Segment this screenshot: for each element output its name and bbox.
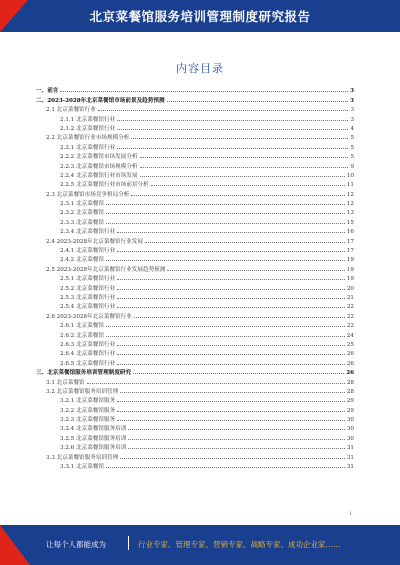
toc-entry-page: 19	[346, 266, 354, 273]
toc-leader-dots	[117, 129, 348, 130]
toc-leader-dots	[117, 345, 345, 346]
toc-leader-dots	[151, 185, 345, 186]
toc-entry[interactable]	[36, 94, 354, 103]
toc-leader-dots	[140, 157, 349, 158]
toc-entry-page: 19	[346, 276, 354, 283]
toc-entry[interactable]	[36, 386, 354, 395]
toc-leader-dots	[106, 223, 345, 224]
toc-entry-label: 2.5 2023-2028年北京菜餐馆行业发展趋势预测	[46, 266, 166, 273]
toc-entry-label: 2.3.1 北京菜餐馆	[60, 201, 104, 208]
toc-entry-page: 31	[346, 464, 354, 471]
toc-entry[interactable]	[36, 104, 354, 113]
toc-entry-page: 29	[346, 407, 354, 414]
toc-entry-page: 26	[346, 351, 354, 358]
toc-entry[interactable]	[36, 367, 354, 376]
toc-leader-dots	[131, 195, 344, 196]
toc-leader-dots	[117, 307, 345, 308]
footer-divider	[128, 536, 129, 550]
toc-leader-dots	[128, 429, 345, 430]
toc-entry-label: 2.3 北京菜餐馆市场竞争格局分析	[46, 191, 130, 198]
toc-entry[interactable]	[36, 348, 354, 357]
toc-entry-page: 4	[350, 125, 354, 132]
toc-entry-label: 2.3.4 北京菜餐馆行业	[60, 229, 116, 236]
toc-leader-dots	[106, 204, 345, 205]
toc-entry[interactable]	[36, 282, 354, 291]
toc-leader-dots	[128, 439, 345, 440]
toc-entry-label: 2.3.3 北京菜餐馆	[60, 219, 104, 226]
toc-entry-page: 5	[350, 144, 354, 151]
toc-entry-label: 2.3.2 北京菜餐馆	[60, 210, 104, 217]
toc-leader-dots	[134, 317, 345, 318]
toc-entry-label: 2.2.5 北京菜餐馆行业市场前景分析	[60, 182, 149, 189]
toc-entry-page: 31	[346, 454, 354, 461]
toc-leader-dots	[140, 176, 345, 177]
toc-entry-page: 5	[350, 154, 354, 161]
toc-entry-label: 2.6.1 北京菜餐馆	[60, 323, 104, 330]
toc-leader-dots	[140, 167, 349, 168]
toc-leader-dots	[106, 326, 345, 327]
toc-entry[interactable]	[36, 141, 354, 150]
toc-entry[interactable]	[36, 235, 354, 244]
toc-leader-dots	[117, 354, 345, 355]
toc-entry[interactable]	[36, 132, 354, 141]
table-of-contents	[36, 85, 354, 470]
toc-entry[interactable]	[36, 339, 354, 348]
toc-entry-page: 29	[346, 398, 354, 405]
toc-entry-page: 30	[346, 426, 354, 433]
toc-entry[interactable]	[36, 85, 354, 94]
toc-heading: 内容目录	[176, 62, 224, 75]
toc-leader-dots	[117, 251, 345, 252]
toc-entry[interactable]	[36, 461, 354, 470]
toc-entry[interactable]	[36, 151, 354, 160]
toc-entry-page: 30	[346, 435, 354, 442]
toc-entry-page: 3	[350, 88, 354, 95]
toc-entry[interactable]	[36, 160, 354, 169]
page-number: 1	[348, 511, 352, 517]
toc-leader-dots	[117, 279, 345, 280]
toc-leader-dots	[120, 458, 345, 459]
toc-entry-page: 24	[346, 332, 354, 339]
toc-entry-page: 22	[346, 313, 354, 320]
toc-entry-label: 2.6.3 北京菜餐馆行业	[60, 341, 116, 348]
toc-entry-label: 3.2.1 北京菜餐馆服务	[60, 398, 116, 405]
toc-entry-label: 2.2.1 北京菜餐馆行业	[60, 144, 116, 151]
toc-entry-label: 3.2.6 北京菜餐馆服务培训	[60, 445, 127, 452]
toc-leader-dots	[120, 392, 345, 393]
toc-leader-dots	[133, 373, 344, 374]
toc-entry-label: 2.6 2023-2028年北京菜餐馆行业	[46, 313, 132, 320]
toc-entry-label: 2.2 北京菜餐馆行业市场规模分析	[46, 135, 130, 142]
toc-entry[interactable]	[36, 123, 354, 132]
toc-entry[interactable]	[36, 254, 354, 263]
toc-entry-page: 19	[346, 257, 354, 264]
toc-entry-page: 28	[346, 388, 354, 395]
toc-entry[interactable]	[36, 292, 354, 301]
toc-entry[interactable]	[36, 207, 354, 216]
toc-entry-label: 2.5.1 北京菜餐馆行业	[60, 276, 116, 283]
toc-entry[interactable]	[36, 376, 354, 385]
toc-entry[interactable]	[36, 170, 354, 179]
toc-leader-dots	[117, 232, 345, 233]
toc-entry-label: 2.5.4 北京菜餐馆行业	[60, 304, 116, 311]
toc-entry-label: 3.2 北京菜餐馆服务培训管理	[46, 388, 119, 395]
toc-entry-page: 9	[350, 163, 354, 170]
toc-entry-page: 30	[346, 417, 354, 424]
toc-leader-dots	[87, 383, 345, 384]
toc-entry-label: 2.5.3 北京菜餐馆行业	[60, 294, 116, 301]
toc-entry[interactable]	[36, 329, 354, 338]
toc-entry-page: 22	[346, 323, 354, 330]
toc-entry[interactable]	[36, 432, 354, 441]
toc-entry-page: 20	[346, 285, 354, 292]
toc-leader-dots	[117, 401, 345, 402]
toc-entry-label: 3.2.5 北京菜餐馆服务培训	[60, 435, 127, 442]
toc-leader-dots	[128, 448, 345, 449]
toc-leader-dots	[117, 411, 345, 412]
toc-entry-page: 12	[346, 191, 354, 198]
footer-banner	[0, 525, 400, 565]
toc-entry[interactable]	[36, 188, 354, 197]
toc-entry-label: 2.2.4 北京菜餐馆行业市场发展	[60, 172, 138, 179]
toc-entry-page: 16	[346, 229, 354, 236]
toc-entry[interactable]	[36, 320, 354, 329]
toc-leader-dots	[117, 148, 348, 149]
toc-leader-dots	[131, 138, 348, 139]
toc-entry[interactable]	[36, 423, 354, 432]
toc-entry[interactable]	[36, 442, 354, 451]
toc-leader-dots	[117, 298, 345, 299]
toc-leader-dots	[145, 242, 345, 243]
toc-entry-label: 3.1 北京菜餐馆	[46, 379, 85, 386]
toc-entry-label: 2.4.2 北京菜餐馆	[60, 257, 104, 264]
toc-entry-label: 3.3 北京菜餐馆服务培训管理	[46, 454, 119, 461]
toc-entry-page: 5	[350, 135, 354, 142]
toc-entry-label: 2.6.4 北京菜餐馆行业	[60, 351, 116, 358]
toc-entry-page: 17	[346, 248, 354, 255]
toc-entry[interactable]	[36, 226, 354, 235]
toc-entry-label: 一、前言	[36, 88, 59, 95]
toc-entry[interactable]	[36, 357, 354, 366]
toc-entry-page: 3	[350, 97, 354, 104]
toc-entry-label: 2.6.5 北京菜餐馆行业	[60, 360, 116, 367]
toc-leader-dots	[106, 260, 345, 261]
toc-leader-dots	[167, 101, 349, 102]
toc-entry[interactable]	[36, 310, 354, 319]
toc-entry-label: 2.4 2023-2028年北京菜餐馆行业发展	[46, 238, 143, 245]
toc-entry[interactable]	[36, 301, 354, 310]
toc-entry-page: 26	[346, 360, 354, 367]
toc-entry[interactable]	[36, 395, 354, 404]
toc-entry[interactable]	[36, 263, 354, 272]
toc-entry[interactable]	[36, 414, 354, 423]
toc-entry-label: 3.2.2 北京菜餐馆服务	[60, 407, 116, 414]
toc-leader-dots	[98, 110, 349, 111]
red-corner-stripe-footer	[0, 525, 30, 565]
toc-leader-dots	[117, 420, 345, 421]
toc-entry-label: 2.4.1 北京菜餐馆行业	[60, 248, 116, 255]
toc-entry[interactable]	[36, 404, 354, 413]
toc-entry[interactable]	[36, 451, 354, 460]
toc-entry-page: 22	[346, 304, 354, 311]
toc-entry-page: 11	[346, 182, 354, 189]
toc-entry[interactable]	[36, 245, 354, 254]
toc-entry-page: 3	[350, 107, 354, 114]
toc-leader-dots	[106, 467, 345, 468]
toc-entry-label: 3.2.4 北京菜餐馆服务培训	[60, 426, 127, 433]
toc-entry-page: 28	[346, 379, 354, 386]
toc-entry-label: 3.3.1 北京菜餐馆	[60, 464, 104, 471]
toc-leader-dots	[106, 213, 345, 214]
toc-leader-dots	[106, 336, 345, 337]
footer-slogan: 让每个人都能成为	[46, 540, 106, 549]
toc-entry-page: 3	[350, 116, 354, 123]
toc-entry-page: 26	[346, 370, 354, 377]
toc-entry-page: 21	[346, 294, 354, 301]
toc-entry[interactable]	[36, 216, 354, 225]
toc-entry-page: 31	[346, 445, 354, 452]
toc-entry-label: 2.1.2 北京菜餐馆行业	[60, 125, 116, 132]
footer-tagline: 行业专家、管理专家、营销专家、战略专家、成功企业家……	[138, 540, 341, 549]
toc-entry-label: 2.6.2 北京菜餐馆	[60, 332, 104, 339]
toc-entry-label: 二、2023-2028年北京菜餐馆市场前景及趋势预测	[36, 97, 165, 104]
toc-entry[interactable]	[36, 273, 354, 282]
toc-entry-label: 三、北京菜餐馆服务培训管理制度研究	[36, 370, 132, 377]
report-title: 北京菜餐馆服务培训管理制度研究报告	[89, 9, 311, 24]
toc-entry-label: 2.1.1 北京菜餐馆行业	[60, 116, 116, 123]
toc-entry[interactable]	[36, 179, 354, 188]
toc-leader-dots	[117, 120, 348, 121]
toc-entry-label: 2.2.3 北京菜餐馆市场规模分析	[60, 163, 138, 170]
toc-entry-label: 3.2.3 北京菜餐馆服务	[60, 417, 116, 424]
header-banner	[0, 0, 400, 32]
toc-leader-dots	[167, 270, 345, 271]
toc-entry[interactable]	[36, 198, 354, 207]
toc-entry-page: 17	[346, 238, 354, 245]
toc-entry-page: 25	[346, 341, 354, 348]
toc-entry[interactable]	[36, 113, 354, 122]
toc-entry-page: 12	[346, 201, 354, 208]
toc-entry-label: 2.2.2 北京菜餐馆市场发展分析	[60, 154, 138, 161]
toc-leader-dots	[117, 289, 345, 290]
toc-leader-dots	[60, 91, 348, 92]
toc-entry-page: 13	[346, 210, 354, 217]
toc-leader-dots	[117, 364, 345, 365]
toc-entry-label: 2.1 北京菜餐馆行业	[46, 107, 96, 114]
toc-entry-page: 10	[346, 172, 354, 179]
toc-entry-label: 2.5.2 北京菜餐馆行业	[60, 285, 116, 292]
toc-entry-page: 15	[346, 219, 354, 226]
